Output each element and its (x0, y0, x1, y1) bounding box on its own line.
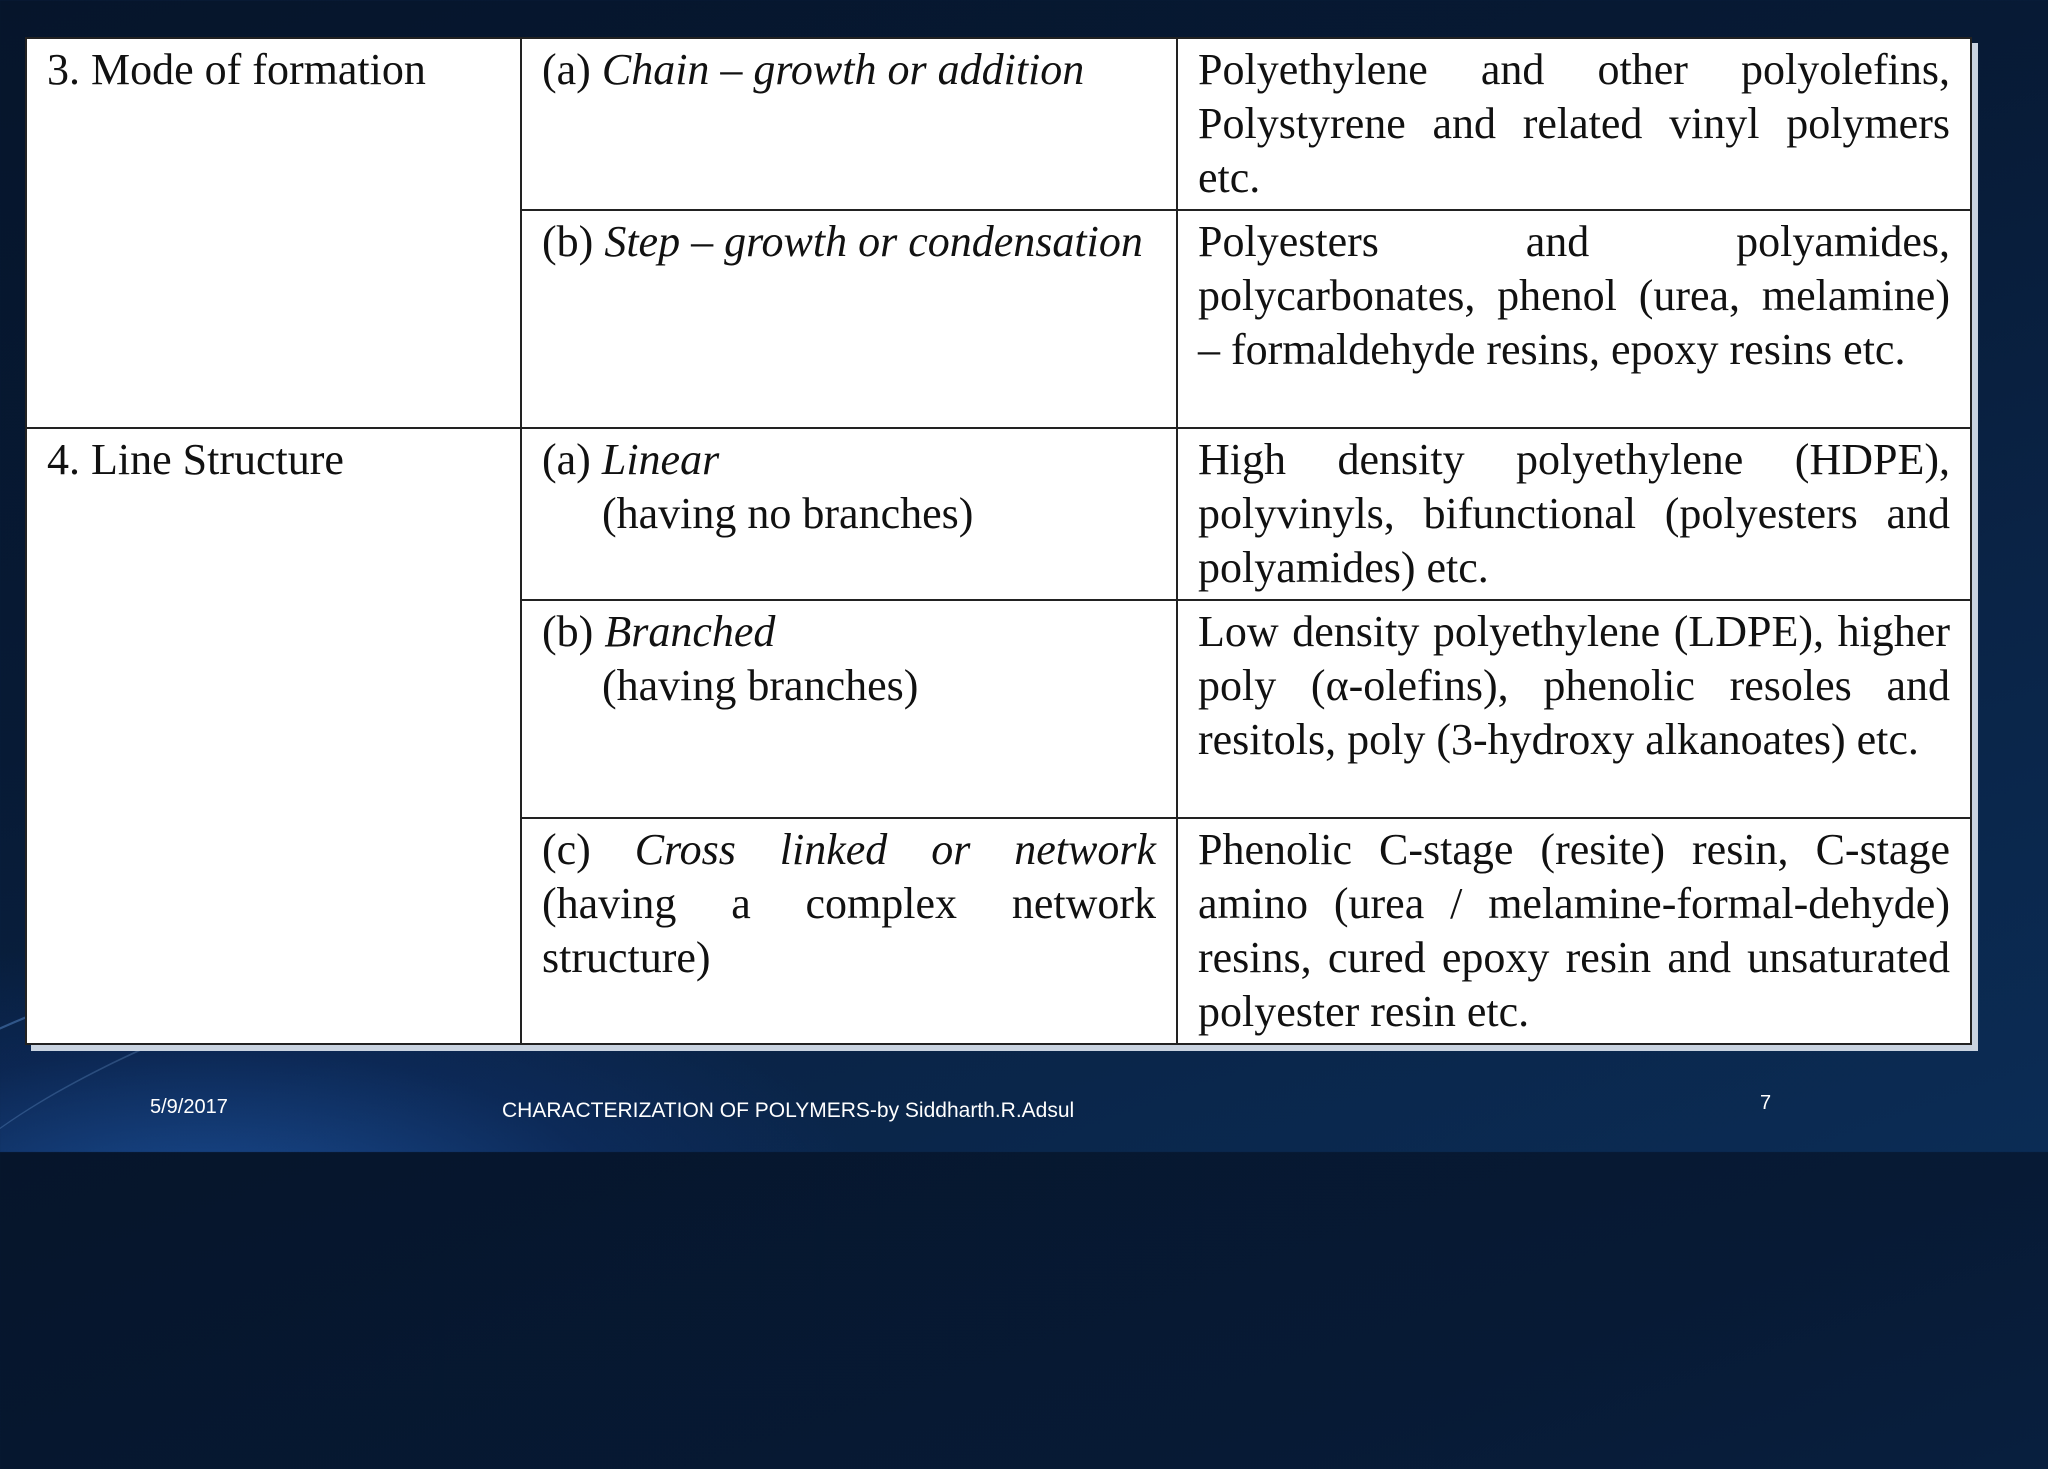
subtype-marker: (a) (542, 45, 591, 94)
subtype-detail: (having branches) (602, 661, 919, 710)
category-label: 3. Mode of formation (47, 45, 426, 94)
subtype-label (542, 605, 1156, 659)
slide-date: 5/9/2017 (150, 1096, 228, 1118)
subtype-name: Step – growth or condensation (604, 217, 1143, 266)
subtype-name: Chain – growth or addition (601, 45, 1085, 94)
subtype-cell (521, 600, 1177, 818)
polymer-classification-table (25, 37, 1972, 1045)
category-label: 4. Line Structure (47, 435, 344, 484)
subtype-detail: (having a complex network structure) (542, 879, 1156, 982)
table-row (26, 428, 1971, 600)
subtype-marker: (a) (542, 435, 591, 484)
category-cell (26, 428, 521, 1044)
subtype-marker: (c) (542, 825, 591, 874)
subtype-marker: (b) (542, 607, 594, 656)
subtype-label (542, 215, 1156, 269)
subtype-label (542, 43, 1156, 97)
examples-cell: Phenolic C-stage (resite) resin, C-stage amino (urea / melamine-formal-dehyde) resins, cured epoxy resin and unsaturated polyester resin etc. (1177, 818, 1971, 1044)
examples-cell: Polyesters and polyamides, polycarbonates, phenol (urea, melamine) – formaldehyde resins, epoxy resins etc. (1177, 210, 1971, 428)
subtype-detail: (having no branches) (602, 489, 974, 538)
subtype-cell (521, 38, 1177, 210)
slide-page-number: 7 (1760, 1092, 1772, 1114)
subtype-marker: (b) (542, 217, 594, 266)
category-cell (26, 38, 521, 428)
examples-cell: Polyethylene and other polyolefins, Polystyrene and related vinyl polymers etc. (1177, 38, 1971, 210)
examples-cell: Low density polyethylene (LDPE), higher poly (α-olefins), phenolic resoles and resitols, poly (3-hydroxy alkanoates) etc. (1177, 600, 1971, 818)
slide-footer-title: CHARACTERIZATION OF POLYMERS-by Siddharth.R.Adsul (502, 1099, 1075, 1122)
subtype-name: Cross linked or network (634, 825, 1156, 874)
table-row (26, 38, 1971, 210)
subtype-cell (521, 818, 1177, 1044)
subtype-cell (521, 210, 1177, 428)
examples-cell: High density polyethylene (HDPE), polyvinyls, bifunctional (polyesters and polyamides) etc. (1177, 428, 1971, 600)
subtype-label (542, 433, 1156, 487)
subtype-cell (521, 428, 1177, 600)
subtype-name: Branched (604, 607, 776, 656)
subtype-name: Linear (601, 435, 720, 484)
